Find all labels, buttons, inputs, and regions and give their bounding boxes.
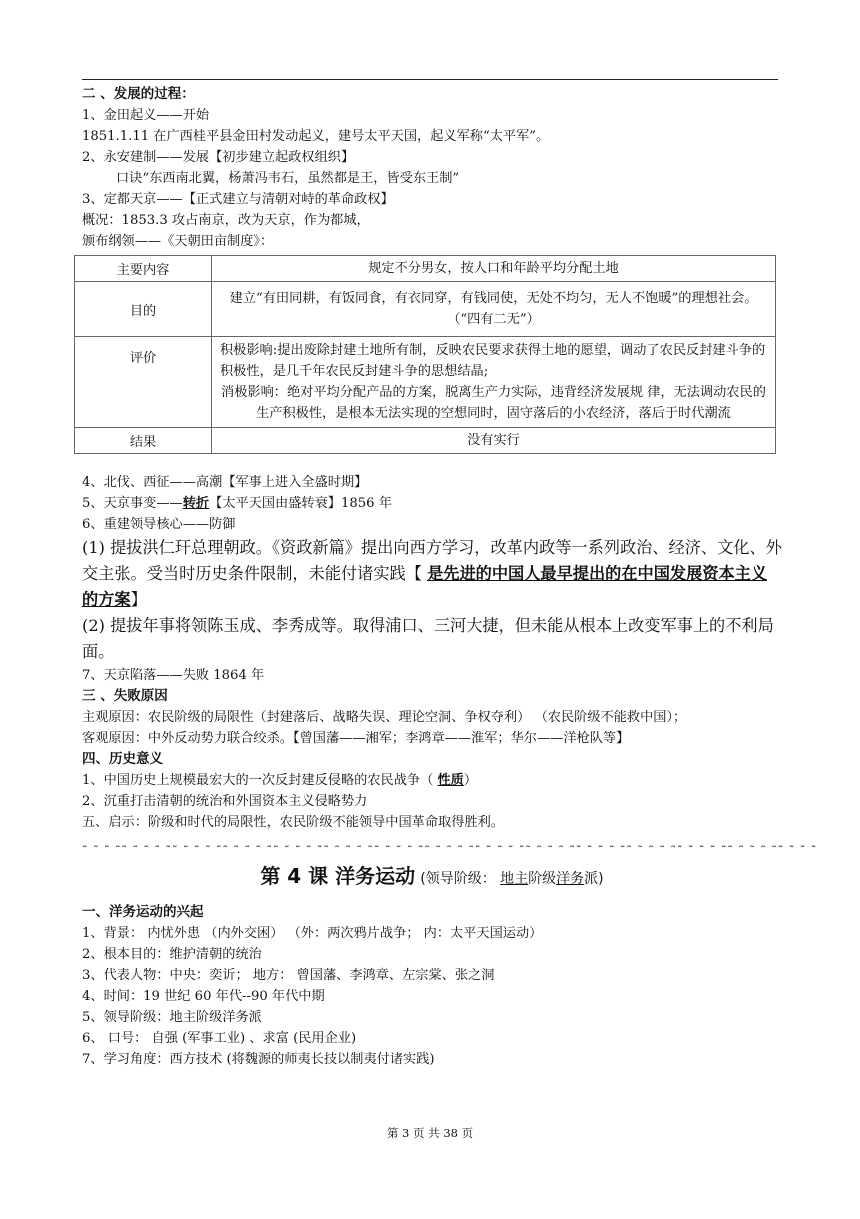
table-value: 规定不分男女，按人口和年龄平均分配土地 <box>212 256 776 282</box>
list-item: 7、学习角度：西方技术 (将魏源的师夷长技以制夷付诸实践) <box>82 1052 435 1067</box>
lesson-title-sub <box>420 871 603 887</box>
list-item: 2、永安建制——发展【初步建立起政权组织】 <box>82 150 355 165</box>
table-row <box>75 428 776 454</box>
page-number: 第 3 页 共 38 页 <box>386 1126 474 1140</box>
sub1-text: (1) 提拔洪仁玕总理朝政。《资政新篇》提出向西方学习，改革内政等一系列政治、经济、文化、外交主张。受当时历史条件限制，未能付诸实践【 <box>82 538 782 583</box>
negative-impact: 消极影响：绝对平均分配产品的方案，脱离生产力实际，违背经济发展规 律，无法调动农民的生产积极性，是根本无法实现的空想同时，固守落后的小农经济，落后于时代潮流 <box>221 385 766 421</box>
subjective-reason: 主观原因：农民阶级的局限性（封建落后、战略失误、理论空洞、争权夺利） （农民阶级不能救中国）； <box>82 710 687 725</box>
table-row <box>75 282 776 337</box>
item5-prefix: 5、天京事变—— <box>82 496 183 511</box>
item5-suffix: 【太平天国由盛转衰】1856 年 <box>209 496 392 511</box>
sub1-close: 】 <box>130 590 147 609</box>
land-system-table <box>74 255 776 454</box>
sub-item-1 <box>82 535 782 613</box>
list-item: 6、重建领导核心——防御 <box>82 517 236 532</box>
list-item: 6、 口号： 自强 (军事工业) 、求富 (民用企业) <box>82 1031 357 1046</box>
section-heading-failure: 三 、失败原因 <box>82 688 168 704</box>
list-item: 2、根本目的：维护清朝的统治 <box>82 947 262 962</box>
list-item <box>82 770 782 791</box>
nature-keyword: 性质 <box>437 773 464 788</box>
sub-item-2: (2) 提拔年事将领陈玉成、李秀成等。取得浦口、三河大捷，但未能从根本上改变军事上的不利局面。 <box>82 616 774 661</box>
table-value: 没有实行 <box>212 428 776 454</box>
list-item: 4、北伐、西征——高潮【军事上进入全盛时期】 <box>82 475 368 490</box>
table-key: 评价 <box>75 337 212 428</box>
wave-separator: ˷ ˷ ˷ ˷˷ ˷ ˷ ˷ ˷˷ ˷ ˷ ˷ ˷˷ ˷ ˷ ˷ ˷˷ ˷ ˷ ˷ ˷˷ ˷ ˷ ˷ ˷˷ ˷ ˷ ˷ ˷˷ ˷ ˷ ˷ ˷˷ ˷ ˷ ˷ ˷˷ ˷ ˷ ˷ ˷˷ ˷ ˷ ˷ ˷˷ ˷ ˷ ˷ ˷˷ ˷ ˷ ˷ ˷˷ ˷ ˷ ˷ ˷˷ ˷ ˷ ˷ <box>82 835 818 848</box>
section-heading-development: 二 、发展的过程： <box>82 86 195 102</box>
table-key: 目的 <box>75 282 212 337</box>
enlightenment-line: 五、启示：阶级和时代的局限性，农民阶级不能领导中国革命取得胜利。 <box>82 815 504 830</box>
list-item: 3、定都天京——【正式建立与清朝对峙的革命政权】 <box>82 192 394 207</box>
table-key: 主要内容 <box>75 256 212 282</box>
list-item: 2、沉重打击清朝的统治和外国资本主义侵略势力 <box>82 794 368 809</box>
significance-close: ） <box>463 773 478 788</box>
list-item <box>82 493 782 514</box>
header-rule <box>82 79 778 80</box>
positive-impact: 积极影响:提出废除封建土地所有制，反映农民要求获得土地的愿望，调动了农民反封建斗争的积极性，是几千年农民反封建斗争的思想结晶; <box>220 343 766 379</box>
lesson-title <box>82 861 782 894</box>
objective-reason: 客观原因：中外反动势力联合绞杀。【曾国藩——湘军；李鸿章——淮军；华尔——洋枪队等】 <box>82 731 630 746</box>
turning-point-keyword: 转折 <box>182 496 210 511</box>
list-item: 3、代表人物：中央：奕䜣； 地方： 曾国藩、李鸿章、左宗棠、张之洞 <box>82 968 495 983</box>
list-item-detail: 1851.1.11 在广西桂平县金田村发动起义，建号太平天国，起义军称“太平军”。 <box>82 129 550 144</box>
westernization-keyword: 洋务 <box>556 871 585 887</box>
program-line: 颁布纲领——《天朝田亩制度》： <box>82 234 274 249</box>
overview-line: 概况：1853.3 攻占南京，改为天京，作为都城， <box>82 213 370 228</box>
landlord-keyword: 地主 <box>500 871 529 887</box>
section-heading-rise: 一、洋务运动的兴起 <box>82 904 204 920</box>
significance-text: 1、中国历史上规模最宏大的一次反封建反侵略的农民战争（ <box>82 773 438 788</box>
list-item-detail: 口诀“东西南北翼，杨萧冯韦石，虽然都是王，皆受东王制” <box>116 171 460 186</box>
list-item: 4、时间：19 世纪 60 年代--90 年代中期 <box>82 989 325 1004</box>
list-item: 5、领导阶级：地主阶级洋务派 <box>82 1010 262 1025</box>
sub-prefix: (领导阶级： <box>420 871 501 887</box>
sub-suffix: 派) <box>584 871 604 887</box>
section-heading-significance: 四、历史意义 <box>82 751 163 767</box>
table-row <box>75 337 776 428</box>
list-item: 1、背景： 内忧外患 （内外交困） （外：两次鸦片战争； 内：太平天国运动） <box>82 926 543 941</box>
capitalism-plan-keyword: 是先进的中国人最早提出的在中国发展资本主义的方案 <box>82 564 768 609</box>
table-value: 建立“有田同耕，有饭同食，有衣同穿，有钱同使，无处不均匀，无人不饱暖”的理想社会。 （“四有二无”） <box>212 282 776 337</box>
table-row <box>75 256 776 282</box>
lesson-title-main: 第 4 课 洋务运动 <box>260 864 416 888</box>
list-item: 1、金田起义——开始 <box>82 108 210 123</box>
class-word: 阶级 <box>528 871 557 887</box>
page-content <box>82 84 818 1070</box>
table-key: 结果 <box>75 428 212 454</box>
table-value <box>212 337 776 428</box>
list-item: 7、天京陷落——失败 1864 年 <box>82 668 265 683</box>
